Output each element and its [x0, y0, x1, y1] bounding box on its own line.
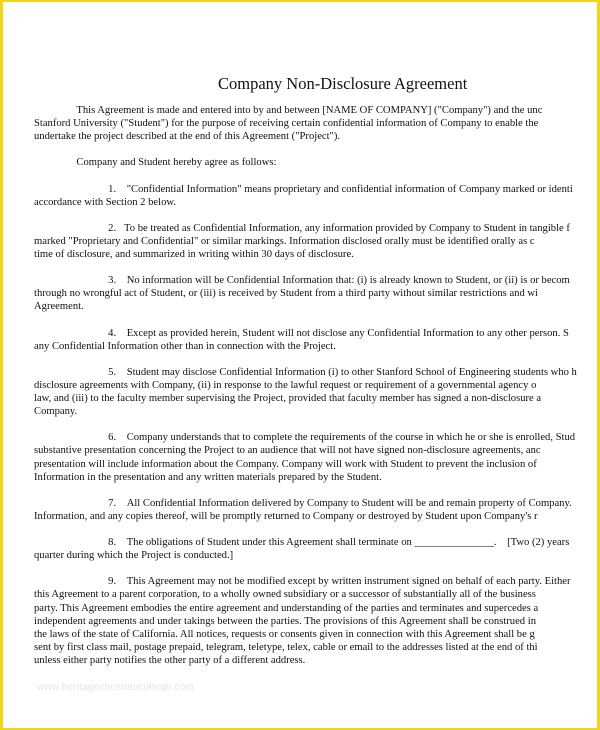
- paragraph: [34, 183, 596, 209]
- text-line: 1. "Confidential Information" means proprietary and confidential information of Company marked or identi: [34, 183, 573, 195]
- paragraph: [34, 222, 596, 261]
- text-line: substantive presentation concerning the Project to an audience that will not have signed non-disclosure agreements, anc: [34, 445, 541, 457]
- text-line: disclosure agreements with Company, (ii) in response to the lawful request or requirement of a governmental agency o: [34, 379, 537, 391]
- document-title: Company Non-Disclosure Agreement: [218, 74, 468, 93]
- text-line: law, and (iii) to the faculty member supervising the Project, provided that faculty member has signed a non-disclosure a: [34, 393, 542, 405]
- text-line: through no wrongful act of Student, or (iii) is received by Student from a third party without similar restrictions and wi: [34, 288, 538, 300]
- text-line: 3. No information will be Confidential Information that: (i) is already known to Student, or (ii) is or becom: [34, 275, 570, 287]
- text-line: marked "Proprietary and Confidential" or similar markings. Information disclosed orally must be identified orally as c: [34, 235, 535, 247]
- text-line: 9. This Agreement may not be modified except by written instrument signed on behalf of each party. Either: [34, 576, 571, 588]
- text-line: the laws of the state of California. All notices, requests or consents given in connection with this Agreement shall be g: [34, 628, 535, 640]
- paragraph: [34, 156, 596, 169]
- text-line: time of disclosure, and summarized in writing within 30 days of disclosure.: [34, 249, 354, 261]
- text-line: 6. Company understands that to complete the requirements of the course in which he or she is enrolled, Stud: [34, 432, 576, 444]
- paragraph: [34, 575, 596, 667]
- document-body: [34, 104, 596, 680]
- watermark-text: www.heritagechristiancollege.com: [37, 682, 195, 693]
- paragraph: [34, 274, 596, 313]
- paragraph: [34, 497, 596, 523]
- text-line: Company.: [34, 406, 78, 418]
- paragraph: [34, 327, 596, 353]
- text-line: Agreement.: [34, 301, 84, 313]
- text-line: any Confidential Information other than in connection with the Project.: [34, 340, 336, 352]
- text-line: Information in the presentation and any written materials prepared by the Student.: [34, 471, 382, 483]
- text-line: independent agreements and under takings between the parties. The provisions of this Agreement shall be construed in: [34, 615, 536, 627]
- text-line: 7. All Confidential Information delivered by Company to Student will be and remain property of Company.: [34, 497, 572, 509]
- text-line: unless either party notifies the other party of a different address.: [34, 654, 306, 666]
- text-line: 2. To be treated as Confidential Information, any information provided by Company to Student in tangible f: [34, 222, 570, 234]
- text-line: party. This Agreement embodies the entire agreement and understanding of the parties and terminates and supercedes a: [34, 602, 539, 614]
- text-line: sent by first class mail, postage prepaid, telegram, teletype, telex, cable or email to the addresses listed at the end of thi: [34, 641, 538, 653]
- text-line: 4. Except as provided herein, Student will not disclose any Confidential Information to any other person. S: [34, 327, 569, 339]
- text-line: Company and Student hereby agree as follows:: [34, 157, 277, 169]
- paragraph: [34, 366, 596, 418]
- text-line: quarter during which the Project is conducted.]: [34, 550, 234, 562]
- text-line: 5. Student may disclose Confidential Information (i) to other Stanford School of Engineering students who h: [34, 366, 577, 378]
- document-page: [4, 3, 596, 727]
- paragraph: [34, 104, 596, 143]
- text-line: presentation will include information about the Company. Company will work with Student to prevent the inclusion of: [34, 458, 537, 470]
- text-line: Information, and any copies thereof, will be promptly returned to Company or destroyed by Student upon Company's r: [34, 510, 538, 522]
- text-line: 8. The obligations of Student under this Agreement shall terminate on _______________. [Two (2) years: [34, 537, 570, 549]
- text-line: Stanford University ("Student") for the purpose of receiving certain confidential information of Company to enable the: [34, 118, 539, 130]
- text-line: this Agreement to a parent corporation, to a wholly owned subsidiary or a successor of substantially all of the business: [34, 589, 536, 601]
- paragraph: [34, 431, 596, 483]
- text-line: undertake the project described at the end of this Agreement ("Project").: [34, 131, 341, 143]
- paragraph: [34, 536, 596, 562]
- text-line: accordance with Section 2 below.: [34, 196, 176, 208]
- text-line: This Agreement is made and entered into by and between [NAME OF COMPANY] ("Company") and the unc: [34, 105, 543, 116]
